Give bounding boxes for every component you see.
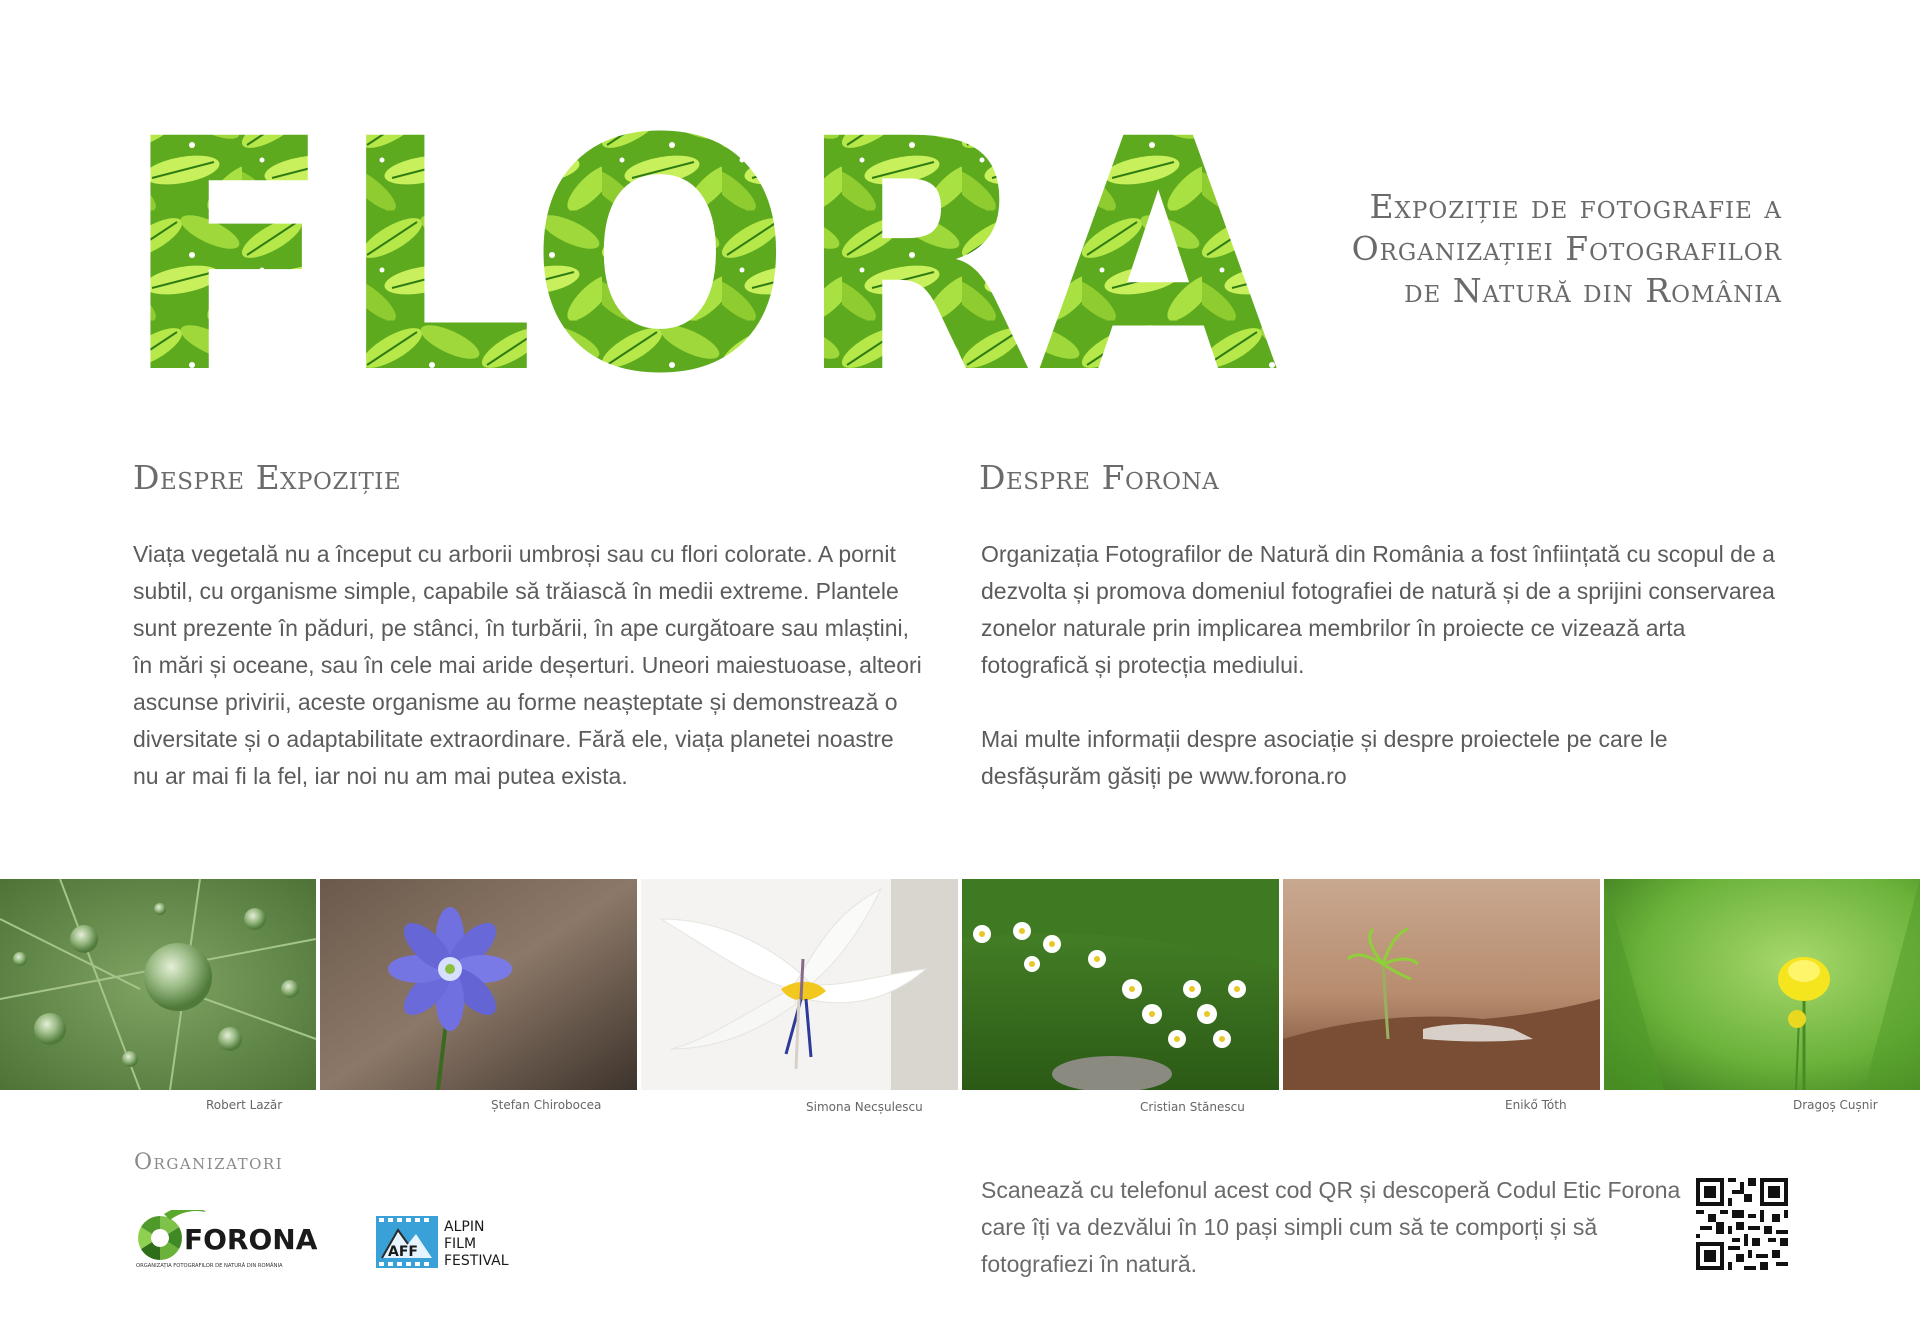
photo-white-lily: [641, 879, 958, 1090]
forona-logo-name: FORONA: [184, 1223, 318, 1256]
subtitle-line-1: Expoziție de fotografie a: [1369, 187, 1782, 226]
photo-credit: Robert Lazăr: [206, 1098, 283, 1112]
about-exhibit-heading: Despre Expoziție: [133, 458, 402, 497]
photo-strip: [0, 879, 1920, 1114]
photo-blue-flower: [320, 879, 637, 1090]
paragraph-line: nu ar mai fi la fel, iar noi nu am mai putea exista.: [133, 763, 628, 789]
paragraph-line: Organizația Fotografilor de Natură din România a fost înființată cu scopul de a: [981, 541, 1775, 567]
photo-water-drops: [0, 879, 316, 1090]
paragraph-line: zonelor naturale prin implicarea membrilor în proiecte ce vizează arta: [981, 615, 1686, 641]
qr-text-line: fotografiezi în natură.: [981, 1251, 1198, 1277]
photo-credit: Enikő Tóth: [1505, 1098, 1567, 1112]
photo-credit: Simona Necșulescu: [806, 1100, 923, 1114]
photo-yellow-flower: [1604, 879, 1920, 1090]
subtitle-line-3: de Natură din România: [1404, 271, 1782, 310]
photo-credit: Dragoș Cușnir: [1793, 1098, 1878, 1112]
paragraph-line: [981, 684, 1801, 721]
subtitle: [1182, 186, 1782, 312]
subtitle-line-2: Organizației Fotografilor: [1351, 229, 1782, 268]
qr-text-line: Scanează cu telefonul acest cod QR și descoperă Codul Etic Forona: [981, 1177, 1681, 1203]
alpin-logo-line-2: FILM: [444, 1236, 477, 1252]
paragraph-line: sunt prezente în păduri, pe stânci, în turbării, în ape curgătoare sau mlaștini,: [133, 615, 910, 641]
qr-instructions: [981, 1172, 1681, 1283]
svg-text:AFF: AFF: [388, 1244, 418, 1260]
photo-credit: Ștefan Chirobocea: [491, 1098, 602, 1112]
flora-title: [122, 100, 1322, 390]
about-forona-heading: Despre Forona: [979, 458, 1220, 497]
forona-logo: [134, 1210, 324, 1270]
paragraph-line: dezvolta și promova domeniul fotografiei de natură și de a sprijini conservarea: [981, 578, 1775, 604]
about-exhibit-text: [133, 536, 933, 795]
alpin-logo-line-1: ALPIN: [444, 1219, 485, 1235]
alpin-festival-logo: [376, 1214, 526, 1270]
paragraph-line: Mai multe informații despre asociație și despre proiectele pe care le: [981, 726, 1668, 752]
paragraph-line: fotografică și protecția mediului.: [981, 652, 1305, 678]
about-forona-text: [981, 536, 1801, 795]
paragraph-line: desfășurăm găsiți pe www.forona.ro: [981, 763, 1347, 789]
paragraph-line: ascunse privirii, aceste organisme au forme neașteptate și demonstrează o: [133, 689, 898, 715]
photo-white-anemones: [962, 879, 1279, 1090]
forona-logo-tagline: ORGANIZAȚIA FOTOGRAFILOR DE NATURĂ DIN ROMÂNIA: [136, 1263, 283, 1269]
paragraph-line: subtil, cu organisme simple, capabile să trăiască în medii extreme. Plantele: [133, 578, 899, 604]
qr-text-line: care îți va dezvălui în 10 pași simpli cum să te comporți și să: [981, 1214, 1598, 1240]
paragraph-line: în mări și oceane, sau în cele mai aride deșerturi. Uneori maiestuoase, alteori: [133, 652, 922, 678]
flora-title-text: FLORA: [122, 100, 1282, 390]
paragraph-line: diversitate și o adaptabilitate extraordinare. Fără ele, viața planetei noastre: [133, 726, 894, 752]
paragraph-line: Viața vegetală nu a început cu arborii umbroși sau cu flori colorate. A pornit: [133, 541, 896, 567]
alpin-logo-line-3: FESTIVAL: [444, 1253, 509, 1269]
qr-code[interactable]: [1696, 1178, 1788, 1270]
organizers-label: Organizatori: [134, 1150, 284, 1175]
photo-credit: Cristian Stănescu: [1140, 1100, 1245, 1114]
photo-seedling: [1283, 879, 1600, 1090]
